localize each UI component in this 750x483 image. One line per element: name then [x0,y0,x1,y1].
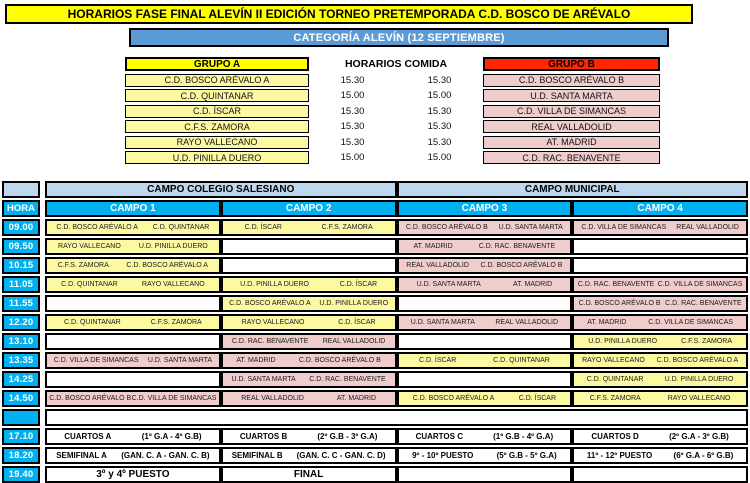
home-team: C.D. BOSCO ARÉVALO A [412,395,495,402]
venue-header-municipal: CAMPO MUNICIPAL [397,181,749,198]
fixture-cell [45,447,221,464]
group-b-team: C.D. RAC. BENAVENTE [483,151,660,164]
group-b-table [483,57,660,167]
time-cell: 13.35 [2,352,40,369]
group-a-team: C.F.S. ZAMORA [125,120,309,133]
lunch-time-row [309,89,483,102]
home-team: C.D. ÍSCAR [418,357,457,364]
fixture-label: 9º - 10º PUESTO [412,451,474,460]
match-cell [397,276,573,293]
fixture-pairing: (1º G.B - 4º G.A) [493,432,554,441]
fixture-label: CUARTOS C [415,432,463,441]
away-team: C.D. ÍSCAR [518,395,557,402]
away-team: C.D. VILLA DE SIMANCAS [648,319,734,326]
empty-cell [397,466,573,483]
match-cell [221,314,397,331]
group-a-team: U.D. PINILLA DUERO [125,151,309,164]
group-b-header: GRUPO B [483,57,660,71]
away-team: U.D. SANTA MARTA [498,224,563,231]
fixture-cell [221,466,397,483]
fixture-cell [221,447,397,464]
home-team: RAYO VALLECANO [58,243,121,250]
home-team: U.D. PINILLA DUERO [588,338,658,345]
home-team: REAL VALLADOLID [406,262,469,269]
match-cell [572,352,748,369]
lunch-time-value: 15.00 [340,90,365,101]
time-cell: 11.05 [2,276,40,293]
match-cell [572,333,748,350]
venue-header-salesiano: CAMPO COLEGIO SALESIANO [45,181,397,198]
away-team: C.D. RAC. BENAVENTE [478,243,556,250]
away-team: AT. MADRID [512,281,553,288]
match-cell [572,390,748,407]
lunch-time-value: 15.30 [427,74,452,86]
home-team: U.D. SANTA MARTA [231,376,296,383]
page-title: HORARIOS FASE FINAL ALEVÍN II EDICIÓN TORNEO PRETEMPORADA C.D. BOSCO DE ARÉVALO [5,4,693,24]
away-team: U.D. PINILLA DUERO [664,376,734,383]
empty-cell [45,333,221,350]
lunch-time-value: 15.30 [340,74,365,86]
match-cell [572,219,748,236]
fixture-cell [45,466,221,483]
away-team: C.D. BOSCO ARÉVALO A [126,262,208,269]
match-cell [572,295,748,312]
away-team: RAYO VALLECANO [141,281,205,288]
away-team: U.D. PINILLA DUERO [319,300,389,307]
lunch-time-row [309,120,483,133]
time-cell: 11.55 [2,295,40,312]
fixture-label: CUARTOS B [239,432,288,441]
fixture-pairing: (GAN. C. A - GAN. C. B) [121,451,210,460]
home-team: AT. MADRID [236,357,276,364]
away-team: C.D. RAC. BENAVENTE [665,300,742,307]
category-banner: CATEGORÍA ALEVÍN (12 SEPTIEMBRE) [129,28,669,47]
fixture-pairing: (GAN. C. C - GAN. C. D) [296,451,386,460]
lunch-time-value: 15.30 [340,121,365,132]
match-cell [572,371,748,388]
fixture-label: 3º y 4º PUESTO [96,469,170,480]
home-team: C.D. BOSCO ARÉVALO B [49,395,132,402]
lunch-time-row [309,136,483,149]
match-cell [45,276,221,293]
away-team: C.F.S. ZAMORA [150,319,202,326]
away-team: C.F.S. ZAMORA [321,224,373,231]
field-header-campo-3: CAMPO 3 [397,200,573,217]
home-team: C.D. BOSCO ARÉVALO B [578,300,661,307]
match-cell [397,257,573,274]
match-cell [45,219,221,236]
match-cell [397,352,573,369]
match-cell [221,219,397,236]
away-team: C.D. QUINTANAR [152,224,210,231]
corner-cell [2,181,40,198]
away-team: C.D. BOSCO ARÉVALO B [298,357,381,364]
fixture-label: CUARTOS D [591,432,639,441]
empty-cell [221,257,397,274]
empty-cell [45,295,221,312]
fixture-label: 11º - 12º PUESTO [586,451,653,460]
match-cell [45,352,221,369]
home-team: C.F.S. ZAMORA [57,262,109,269]
match-cell [221,371,397,388]
group-b-team: C.D. VILLA DE SIMANCAS [483,105,660,118]
spacer-time-cell [2,409,40,426]
fixture-cell [397,428,573,445]
away-team: REAL VALLADOLID [322,338,386,345]
fixture-cell [221,428,397,445]
away-team: C.D. VILLA DE SIMANCAS [657,281,743,288]
home-team: C.D. RAC. BENAVENTE [231,338,309,345]
empty-cell [397,333,573,350]
group-b-team: AT. MADRID [483,136,660,149]
fixture-pairing: (1º G.A - 4º G.B) [141,432,202,441]
home-team: C.F.S. ZAMORA [589,395,641,402]
time-cell: 13.10 [2,333,40,350]
lunch-times-header: HORARIOS COMIDA [344,58,448,70]
home-team: C.D. ÍSCAR [244,224,282,231]
away-team: C.D. RAC. BENAVENTE [309,376,386,383]
away-team: AT. MADRID [336,395,376,402]
spacer-row [45,409,748,426]
home-team: C.D. QUINTANAR [64,319,121,326]
lunch-times-block [309,57,483,167]
home-team: RAYO VALLECANO [582,357,645,364]
away-team: C.D. BOSCO ARÉVALO B [480,262,563,269]
group-a-table [125,57,309,167]
home-team: C.D. VILLA DE SIMANCAS [53,357,139,364]
lunch-time-value: 15.00 [427,90,452,101]
lunch-time-value: 15.30 [427,121,452,132]
home-team: C.D. QUINTANAR [61,281,118,288]
field-header-campo-1: CAMPO 1 [45,200,221,217]
fixture-label: CUARTOS A [64,432,112,441]
lunch-time-value: 15.00 [427,152,452,163]
fixture-pairing: (2º G.A - 3º G.B) [669,432,729,441]
away-team: U.D. SANTA MARTA [147,357,213,364]
away-team: REAL VALLADOLID [495,319,558,326]
empty-cell [572,238,748,255]
group-b-team: REAL VALLADOLID [483,120,660,133]
home-team: C.D. RAC. BENAVENTE [577,281,655,288]
home-team: U.D. SANTA MARTA [416,281,481,288]
fixture-cell [572,428,748,445]
home-team: C.D. BOSCO ARÉVALO A [56,224,138,231]
empty-cell [397,295,573,312]
home-team: C.D. VILLA DE SIMANCAS [581,224,667,231]
time-cell: 18.20 [2,447,40,464]
time-cell: 17.10 [2,428,40,445]
home-team: C.D. QUINTANAR [586,376,644,383]
group-b-team: C.D. BOSCO ARÉVALO B [483,74,660,87]
hora-header: HORA [2,200,40,217]
match-cell [572,276,748,293]
empty-cell [45,371,221,388]
fixture-pairing: (2º G.B - 3º G.A) [317,432,378,441]
lunch-time-value: 15.00 [340,152,365,163]
match-cell [397,390,573,407]
lunch-time-row [309,105,483,118]
field-header-campo-4: CAMPO 4 [572,200,748,217]
match-cell [221,352,397,369]
fixture-cell [45,428,221,445]
time-cell: 19.40 [2,466,40,483]
lunch-time-value: 15.30 [427,136,452,148]
away-team: C.D. BOSCO ARÉVALO A [656,357,739,364]
match-cell [221,276,397,293]
home-team: U.D. SANTA MARTA [410,319,475,326]
away-team: REAL VALLADOLID [676,224,739,231]
home-team: RAYO VALLECANO [241,319,305,326]
fixture-pairing: (5º G.B - 5º G.A) [496,451,557,460]
home-team: C.D. BOSCO ARÉVALO A [229,300,311,307]
fixture-pairing: (6º G.A - 6º G.B) [673,451,734,460]
time-cell: 12.20 [2,314,40,331]
group-a-team: RAYO VALLECANO [125,136,309,149]
lunch-time-value: 15.30 [427,105,452,117]
home-team: AT. MADRID [413,243,453,250]
home-team: REAL VALLADOLID [241,395,304,402]
match-cell [45,314,221,331]
fixture-label: FINAL [293,469,324,480]
match-cell [45,238,221,255]
lunch-time-value: 15.30 [340,136,365,148]
group-a-team: C.D. QUINTANAR [125,89,309,102]
lunch-time-value: 15.30 [340,105,365,117]
time-cell: 10.15 [2,257,40,274]
fixture-label: SEMIFINAL A [56,451,107,460]
schedule-table [2,181,748,483]
empty-cell [221,238,397,255]
lunch-time-row [309,151,483,164]
home-team: U.D. PINILLA DUERO [240,281,309,288]
away-team: C.D. VILLA DE SIMANCAS [131,395,217,402]
fixture-label: SEMIFINAL B [231,451,283,460]
fixture-cell [572,447,748,464]
time-cell: 09.00 [2,219,40,236]
lunch-time-row [309,74,483,87]
away-team: U.D. PINILLA DUERO [138,243,208,250]
time-cell: 09.50 [2,238,40,255]
home-team: C.D. BOSCO ARÉVALO B [405,224,488,231]
away-team: C.D. ÍSCAR [339,281,378,288]
fixture-cell [397,447,573,464]
group-b-team: U.D. SANTA MARTA [483,89,660,102]
field-header-campo-2: CAMPO 2 [221,200,397,217]
group-a-header: GRUPO A [125,57,309,71]
away-team: C.F.S. ZAMORA [681,338,733,345]
match-cell [221,295,397,312]
time-cell: 14.25 [2,371,40,388]
away-team: RAYO VALLECANO [667,395,731,402]
empty-cell [572,257,748,274]
time-cell: 14.50 [2,390,40,407]
match-cell [397,238,573,255]
match-cell [45,390,221,407]
match-cell [572,314,748,331]
empty-cell [397,371,573,388]
match-cell [397,314,573,331]
match-cell [45,257,221,274]
match-cell [221,333,397,350]
match-cell [397,219,573,236]
away-team: C.D. QUINTANAR [493,357,550,364]
match-cell [221,390,397,407]
home-team: AT. MADRID [587,319,627,326]
empty-cell [572,466,748,483]
away-team: C.D. ÍSCAR [338,319,376,326]
group-a-team: C.D. BOSCO ARÉVALO A [125,74,309,87]
group-a-team: C.D. ÍSCAR [125,105,309,118]
